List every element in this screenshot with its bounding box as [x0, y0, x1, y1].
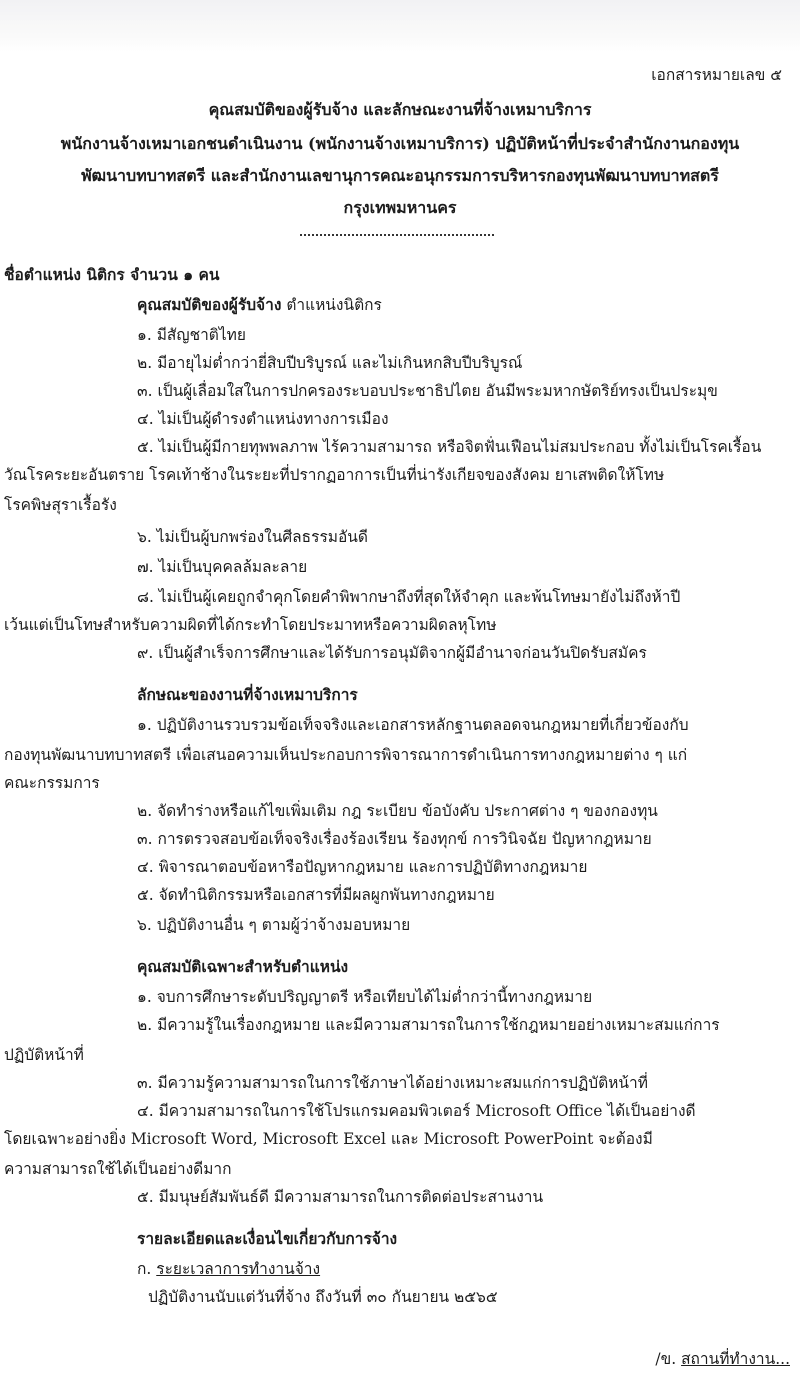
specific-item: ๑. จบการศึกษาระดับปริญญาตรี หรือเทียบได้ไม่ต่ำกว่านี้ทางกฎหมาย — [137, 988, 593, 1006]
qualification-item-cont: โรคพิษสุราเรื้อรัง — [4, 496, 117, 514]
specific-item: ๓. มีความรู้ความสามารถในการใช้ภาษาได้อย่างเหมาะสมแก่การปฏิบัติหน้าที่ — [137, 1074, 648, 1092]
document-number: เอกสารหมายเลข ๕ — [651, 66, 782, 84]
scan-header-shade — [0, 0, 800, 52]
specific-item: ๕. มีมนุษย์สัมพันธ์ดี มีความสามารถในการติดต่อประสานงาน — [137, 1188, 544, 1206]
qualifications-heading — [137, 292, 382, 317]
specific-item: ๔. มีความสามารถในการใช้โปรแกรมคอมพิวเตอร์ Microsoft Office ได้เป็นอย่างดี — [137, 1102, 696, 1120]
qualification-item: ๘. ไม่เป็นผู้เคยถูกจำคุกโดยคำพิพากษาถึงที่สุดให้จำคุก และพ้นโทษมายังไม่ถึงห้าปี — [137, 588, 681, 606]
continuation-prefix: /ข. — [655, 1350, 682, 1368]
job-item: ๑. ปฏิบัติงานรวบรวมข้อเท็จจริงและเอกสารหลักฐานตลอดจนกฎหมายที่เกี่ยวข้องกับ — [137, 716, 689, 734]
job-item: ๕. จัดทำนิติกรรมหรือเอกสารที่มีผลผูกพันทางกฎหมาย — [137, 886, 495, 904]
specific-item: ๒. มีความรู้ในเรื่องกฎหมาย และมีความสามารถในการใช้กฎหมายอย่างเหมาะสมแก่การ — [137, 1016, 720, 1034]
title-divider — [300, 234, 494, 236]
qualification-item: ๓. เป็นผู้เลื่อมใสในการปกครองระบอบประชาธิปไตย อันมีพระมหากษัตริย์ทรงเป็นประมุข — [137, 382, 718, 400]
qualification-item: ๑. มีสัญชาติไทย — [137, 326, 246, 344]
employment-heading: รายละเอียดและเงื่อนไขเกี่ยวกับการจ้าง — [137, 1229, 398, 1248]
title-line-1: คุณสมบัติของผู้รับจ้าง และลักษณะงานที่จ้างเหมาบริการ — [208, 100, 592, 119]
job-item-cont: คณะกรรมการ — [4, 774, 100, 792]
job-item-cont: กองทุนพัฒนาบทบาทสตรี เพื่อเสนอความเห็นประกอบการพิจารณาการดำเนินการทางกฎหมายต่าง ๆ แก่ — [4, 746, 688, 764]
job-description-heading: ลักษณะของงานที่จ้างเหมาบริการ — [137, 685, 358, 704]
qualifications-heading-rest: ตำแหน่งนิติกร — [281, 296, 382, 314]
qualification-item-cont: วัณโรคระยะอันตราย โรคเท้าช้างในระยะที่ปรากฏอาการเป็นที่น่ารังเกียจของสังคม ยาเสพติดให้โทษ — [4, 466, 665, 484]
qualification-item: ๔. ไม่เป็นผู้ดำรงตำแหน่งทางการเมือง — [137, 410, 389, 428]
qualifications-heading-bold: คุณสมบัติของผู้รับจ้าง — [137, 295, 282, 314]
job-item: ๓. การตรวจสอบข้อเท็จจริงเรื่องร้องเรียน ร้องทุกข์ การวินิจฉัย ปัญหากฎหมาย — [137, 830, 652, 848]
qualification-item: ๒. มีอายุไม่ต่ำกว่ายี่สิบปีบริบูรณ์ และไม่เกินหกสิบปีบริบูรณ์ — [137, 354, 523, 372]
qualification-item: ๕. ไม่เป็นผู้มีกายทุพพลภาพ ไร้ความสามารถ หรือจิตฟั่นเฟือนไม่สมประกอบ ทั้งไม่เป็นโรคเรื้อน — [137, 438, 762, 456]
specific-item-cont: ปฏิบัติหน้าที่ — [4, 1046, 84, 1064]
title-line-4: กรุงเทพมหานคร — [343, 198, 457, 217]
title-line-3: พัฒนาบทบาทสตรี และสำนักงานเลขานุการคณะอนุกรรมการบริหารกองทุนพัฒนาบทบาทสตรี — [81, 166, 719, 185]
employment-body: ปฏิบัติงานนับแต่วันที่จ้าง ถึงวันที่ ๓๐ กันยายน ๒๕๖๕ — [148, 1288, 498, 1306]
specific-qualifications-heading: คุณสมบัติเฉพาะสำหรับตำแหน่ง — [137, 957, 349, 976]
continuation-link: สถานที่ทำงาน... — [681, 1350, 790, 1368]
qualification-item: ๗. ไม่เป็นบุคคลล้มละลาย — [137, 558, 308, 576]
job-item: ๔. พิจารณาตอบข้อหารือปัญหากฎหมาย และการปฏิบัติทางกฎหมาย — [137, 858, 588, 876]
job-item: ๖. ปฏิบัติงานอื่น ๆ ตามผู้ว่าจ้างมอบหมาย — [137, 916, 411, 934]
employment-subheading — [137, 1256, 320, 1281]
qualification-item: ๙. เป็นผู้สำเร็จการศึกษาและได้รับการอนุมัติจากผู้มีอำนาจก่อนวันปิดรับสมัคร — [137, 644, 647, 662]
employment-sub-title: ระยะเวลาการทำงานจ้าง — [156, 1260, 321, 1278]
specific-item-cont: โดยเฉพาะอย่างยิ่ง Microsoft Word, Microsoft Excel และ Microsoft PowerPoint จะต้องมี — [4, 1130, 653, 1148]
qualification-item-cont: เว้นแต่เป็นโทษสำหรับความผิดที่ได้กระทำโดยประมาทหรือความผิดลหุโทษ — [4, 616, 497, 634]
employment-sub-prefix: ก. — [137, 1260, 157, 1278]
specific-item-cont: ความสามารถใช้ได้เป็นอย่างดีมาก — [4, 1160, 232, 1178]
position-line: ชื่อตำแหน่ง นิติกร จำนวน ๑ คน — [4, 265, 220, 284]
continuation-note — [655, 1346, 790, 1371]
title-line-2: พนักงานจ้างเหมาเอกชนดำเนินงาน (พนักงานจ้างเหมาบริการ) ปฏิบัติหน้าที่ประจำสำนักงานกองทุน — [60, 134, 740, 153]
qualification-item: ๖. ไม่เป็นผู้บกพร่องในศีลธรรมอันดี — [137, 528, 368, 546]
job-item: ๒. จัดทำร่างหรือแก้ไขเพิ่มเติม กฎ ระเบียบ ข้อบังคับ ประกาศต่าง ๆ ของกองทุน — [137, 802, 658, 820]
